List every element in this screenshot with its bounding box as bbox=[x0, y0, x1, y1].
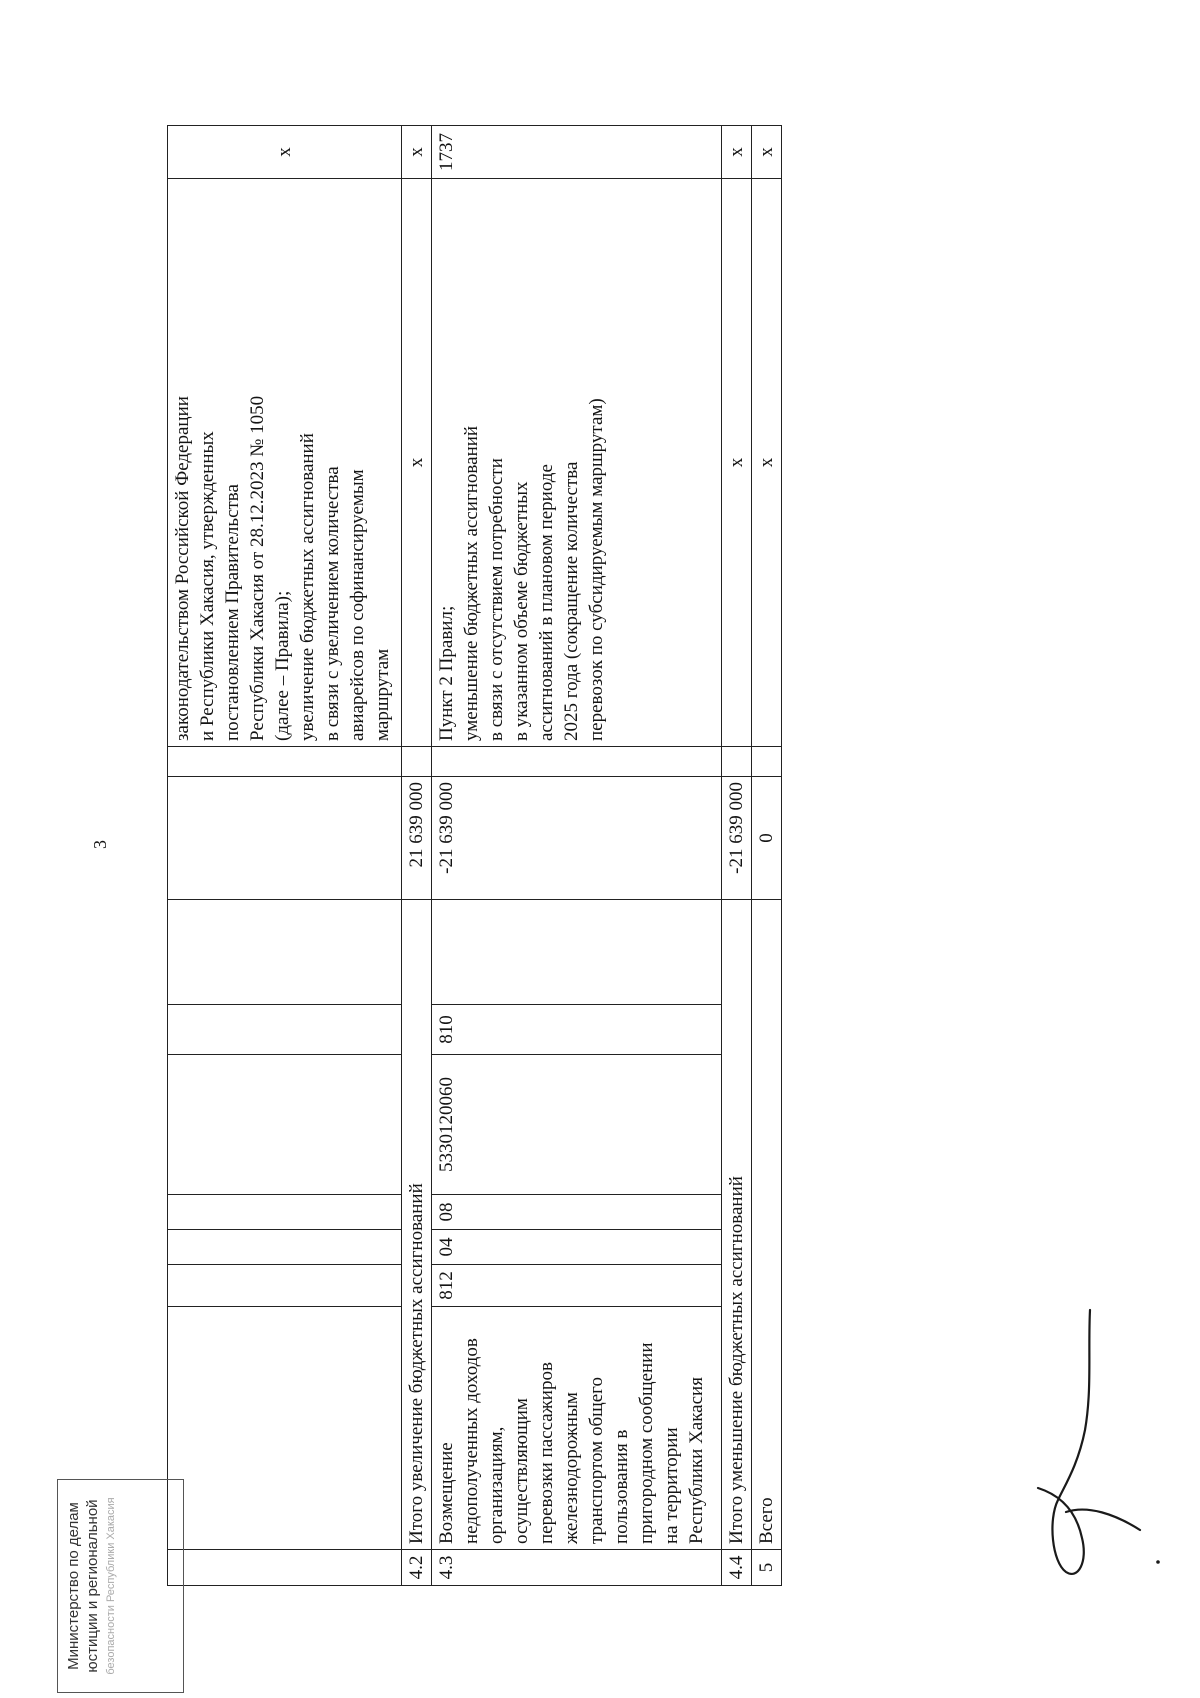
stamp-line: юстиции и региональной bbox=[84, 1499, 101, 1673]
stamp-line: Министерство по делам bbox=[65, 1502, 82, 1670]
signature-handwritten bbox=[1030, 1300, 1170, 1590]
row-reason: x bbox=[402, 179, 432, 747]
row-number: 5 bbox=[752, 1550, 782, 1586]
row-amount: -21 639 000 bbox=[432, 777, 722, 900]
row-last: x bbox=[722, 126, 752, 179]
ministry-stamp bbox=[57, 1479, 184, 1693]
row-reason: x bbox=[752, 179, 782, 747]
table-row-5 bbox=[752, 126, 782, 1586]
row-number: 4.4 bbox=[722, 1550, 752, 1586]
row-amount: 0 bbox=[752, 777, 782, 900]
row-last: x bbox=[402, 126, 432, 179]
row-amount: -21 639 000 bbox=[722, 777, 752, 900]
continuation-reason-cell: законодательством Российской Федерации и Республики Хакасия, утвержденных постановлением Правительства Республики Хакасия от 28.12.2023 № 1050 (далее – Правила); увеличение бюджетных ассигнований в связи с увеличением количества авиарейсов по софинансируемым маршрутам bbox=[168, 179, 402, 747]
row-label: Итого уменьшение бюджетных ассигнований bbox=[722, 900, 752, 1550]
row-pr-code: 08 bbox=[432, 1195, 722, 1230]
row-rz-code: 04 bbox=[432, 1230, 722, 1265]
row-number: 4.3 bbox=[432, 1550, 722, 1586]
row-label: Всего bbox=[752, 900, 782, 1550]
row-amount: 21 639 000 bbox=[402, 777, 432, 900]
table-row-4-4 bbox=[722, 126, 752, 1586]
row-reason: Пункт 2 Правил; уменьшение бюджетных ассигнований в связи с отсутствием потребности в указанном объеме бюджетных ассигнований в плановом периоде 2025 года (сокращение количества перевозок по субсидируемым маршрутам) bbox=[432, 179, 722, 747]
row-expense-name: Возмещение недополученных доходов организациям, осуществляющим перевозки пассажиров железнодорожным транспортом общего пользования в пригородном сообщении на территории Республики Хакасия bbox=[432, 1307, 722, 1550]
row-number: 4.2 bbox=[402, 1550, 432, 1586]
continuation-last-cell: x bbox=[168, 126, 402, 179]
row-last: x bbox=[752, 126, 782, 179]
row-gr-code: 812 bbox=[432, 1265, 722, 1307]
stamp-line: безопасности Республики Хакасия bbox=[105, 1497, 117, 1675]
table-row-continuation bbox=[168, 126, 402, 1586]
page-number: 3 bbox=[90, 840, 110, 849]
row-reason: x bbox=[722, 179, 752, 747]
table-row-4-2 bbox=[402, 126, 432, 1586]
budget-allocation-table bbox=[167, 125, 782, 1586]
rotated-table-frame bbox=[167, 126, 850, 1586]
row-last: 1737 bbox=[432, 126, 722, 179]
row-vr-code: 810 bbox=[432, 1005, 722, 1055]
table-row-4-3 bbox=[432, 126, 722, 1586]
row-csr-code: 5330120060 bbox=[432, 1055, 722, 1195]
row-label: Итого увеличение бюджетных ассигнований bbox=[402, 900, 432, 1550]
